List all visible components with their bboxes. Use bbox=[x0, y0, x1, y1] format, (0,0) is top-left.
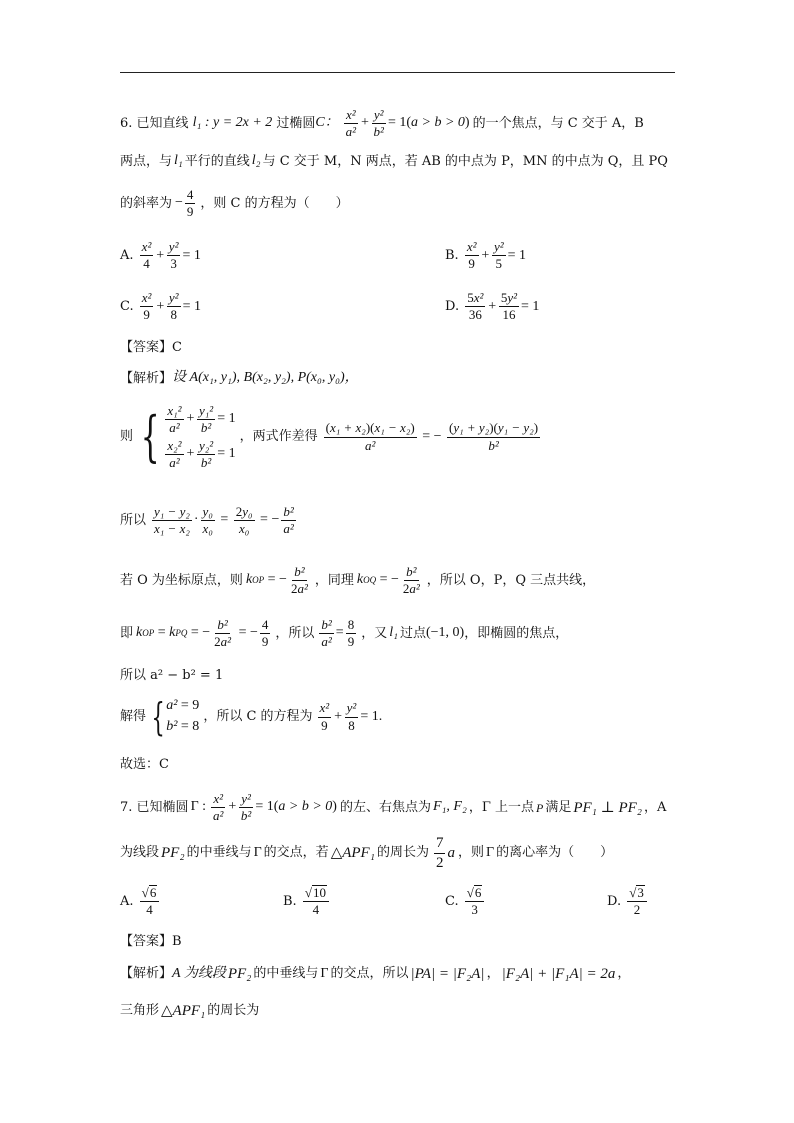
q6-line-1: 6. 已知直线 l₁ : y = 2x + 2 过椭圆 C： $\frac{\text{x²}}{\text{a²}}$ + $\frac{\text{y²}}{\text{b²}}$ = 1( a > b > 0 ) 的一个焦点，与 C 交于 A，B bbox=[120, 107, 644, 140]
equation-system: { $\frac{\text{x₁²}}{\text{a²}}$ + $\frac{\text{y₁²}}{\text{b²}}$ = 1 $\frac{\text{x₂²}}{\text{a²}}$ + $\frac{\text{y₂²}}{\text{b²}}$ = 1 bbox=[140, 403, 236, 470]
q7-number: 7. bbox=[120, 800, 133, 815]
q7-option-b: B. √ 10 4 bbox=[283, 885, 331, 918]
header-rule bbox=[120, 72, 675, 73]
q6-option-b: B. $\frac{\text{x²}}{9}$ + $\frac{\text{y²}}{5}$ = 1 bbox=[445, 239, 527, 272]
q6-option-d: D. $\frac{\text{5x²}}{36}$ + $\frac{\text{5y²}}{16}$ = 1 bbox=[445, 290, 540, 323]
perimeter-value: $\frac{7}{2}$ a bbox=[435, 835, 455, 871]
q7-option-a: A. √ 6 4 bbox=[120, 885, 161, 918]
q6-option-c: C. $\frac{\text{x²}}{9}$ + $\frac{\text{y²}}{8}$ = 1 bbox=[120, 290, 201, 323]
q6-answer: 【答案】C bbox=[120, 340, 182, 355]
q6-analysis-7: 解得 { a² = 9 b² = 8 ，所以 C 的方程为 $\frac{\text{x²}}{9}$ + $\frac{\text{y²}}{8}$ = 1. bbox=[120, 695, 383, 739]
solution-system: { a² = 9 b² = 8 bbox=[151, 695, 200, 739]
q7-option-c: C. √ 6 3 bbox=[445, 885, 486, 918]
q6-analysis-4: 若 O 为坐标原点，则 k OP = − $\frac{\text{b²}}{\text{2a²}}$ ，同理 k OQ = − $\frac{\text{b²}}{\text{2a²}}$ ，所以 O，P，Q 三点共线， bbox=[120, 564, 596, 597]
q6-number: 6. bbox=[120, 116, 133, 131]
q6-choose: 故选：C bbox=[120, 757, 169, 772]
q7-analysis-2: 三角形 △APF₁ 的周长为 bbox=[120, 1003, 260, 1019]
q6-option-a: A. $\frac{\text{x²}}{4}$ + $\frac{\text{y²}}{3}$ = 1 bbox=[120, 239, 201, 272]
q6-analysis-6: 所以 a² − b² = 1 bbox=[120, 668, 224, 683]
q7-option-d: D. √ 3 2 bbox=[607, 885, 649, 918]
q7-answer: 【答案】B bbox=[120, 934, 182, 949]
ellipse-equation: $\frac{\text{x²}}{\text{a²}}$ + $\frac{\text{y²}}{\text{b²}}$ = 1( a > b > 0 ) bbox=[345, 107, 470, 140]
slope-product: $\frac{\text{y₁ − y₂}}{\text{x₁ − x₂}}$ · $\frac{\text{y₀}}{\text{x₀}}$ = $\frac{\text{2y₀}}{\text{x₀}}$ = − $\frac{\text{b²}}{\text{a²}}$ bbox=[154, 504, 294, 537]
q6-line-3: 的斜率为 − $\frac{4}{9}$ ，则 C 的方程为（ ） bbox=[120, 187, 349, 220]
q6-line-2: 两点，与 l₁ 平行的直线 l₂ 与 C 交于 M，N 两点，若 AB 的中点为 P，MN 的中点为 Q，且 PQ bbox=[120, 153, 668, 169]
q6-analysis-2: 则 { $\frac{\text{x₁²}}{\text{a²}}$ + $\frac{\text{y₁²}}{\text{b²}}$ = 1 $\frac{\text{x₂²}}{\text{a²}}$ + $\frac{\text{y₂²}}{\text{b²}}$ = 1 ，两式作差得 $\frac{\text{(x₁ + x₂)(x₁ − x₂)}}{\text{a²}}$ = − $\frac{\text{(y₁ + y₂)(y₁ − y₂)}}{\text{b²}}$ bbox=[120, 404, 542, 470]
ellipse-gamma-equation: $\frac{\text{x²}}{\text{a²}}$ + $\frac{\text{y²}}{\text{b²}}$ = 1( a > b > 0 ) bbox=[213, 791, 337, 824]
q6-analysis-1: 【解析】 设 A(x₁, y₁), B(x₂, y₂), P(x₀, y₀)， bbox=[120, 370, 359, 386]
q6-analysis-5: 即 k OP = k PQ = − $\frac{\text{b²}}{\text{2a²}}$ = − $\frac{4}{9}$ ，所以 $\frac{\text{b²}}{\text{a²}}$ = $\frac{8}{9}$ ，又 l₁ 过点 (−1, 0) ，即椭圆的焦点， bbox=[120, 617, 569, 650]
q7-analysis-1: 【解析】 A 为线段 PF₂ 的中垂线与 Γ 的交点，所以 |PA| = |F₂A| ， |F₂A| + |F₁A| = 2a ， bbox=[120, 965, 631, 982]
q6-analysis-3: 所以 $\frac{\text{y₁ − y₂}}{\text{x₁ − x₂}}$ · $\frac{\text{y₀}}{\text{x₀}}$ = $\frac{\text{2y₀}}{\text{x₀}}$ = − $\frac{\text{b²}}{\text{a²}}$ bbox=[120, 505, 298, 537]
q7-line-1: 7. 已知椭圆 Γ : $\frac{\text{x²}}{\text{a²}}$ + $\frac{\text{y²}}{\text{b²}}$ = 1( a > b > 0 ) 的左、右焦点为 F₁, F₂ ，Γ 上一点 P 满足 PF₁ ⊥ PF₂ ，A bbox=[120, 791, 667, 824]
line-l1-equation: l₁ : y = 2x + 2 bbox=[192, 115, 273, 131]
difference-equation: $\frac{\text{(x₁ + x₂)(x₁ − x₂)}}{\text{a²}}$ = − $\frac{\text{(y₁ + y₂)(y₁ − y₂)}}{\text{b²}}$ bbox=[325, 420, 539, 453]
slope-value: − $\frac{4}{9}$ bbox=[175, 187, 194, 220]
q7-line-2: 为线段 PF₂ 的中垂线与 Γ 的交点，若 △APF₁ 的周长为 $\frac{7}{2}$ a ，则 Γ 的离心率为（ ） bbox=[120, 835, 614, 871]
